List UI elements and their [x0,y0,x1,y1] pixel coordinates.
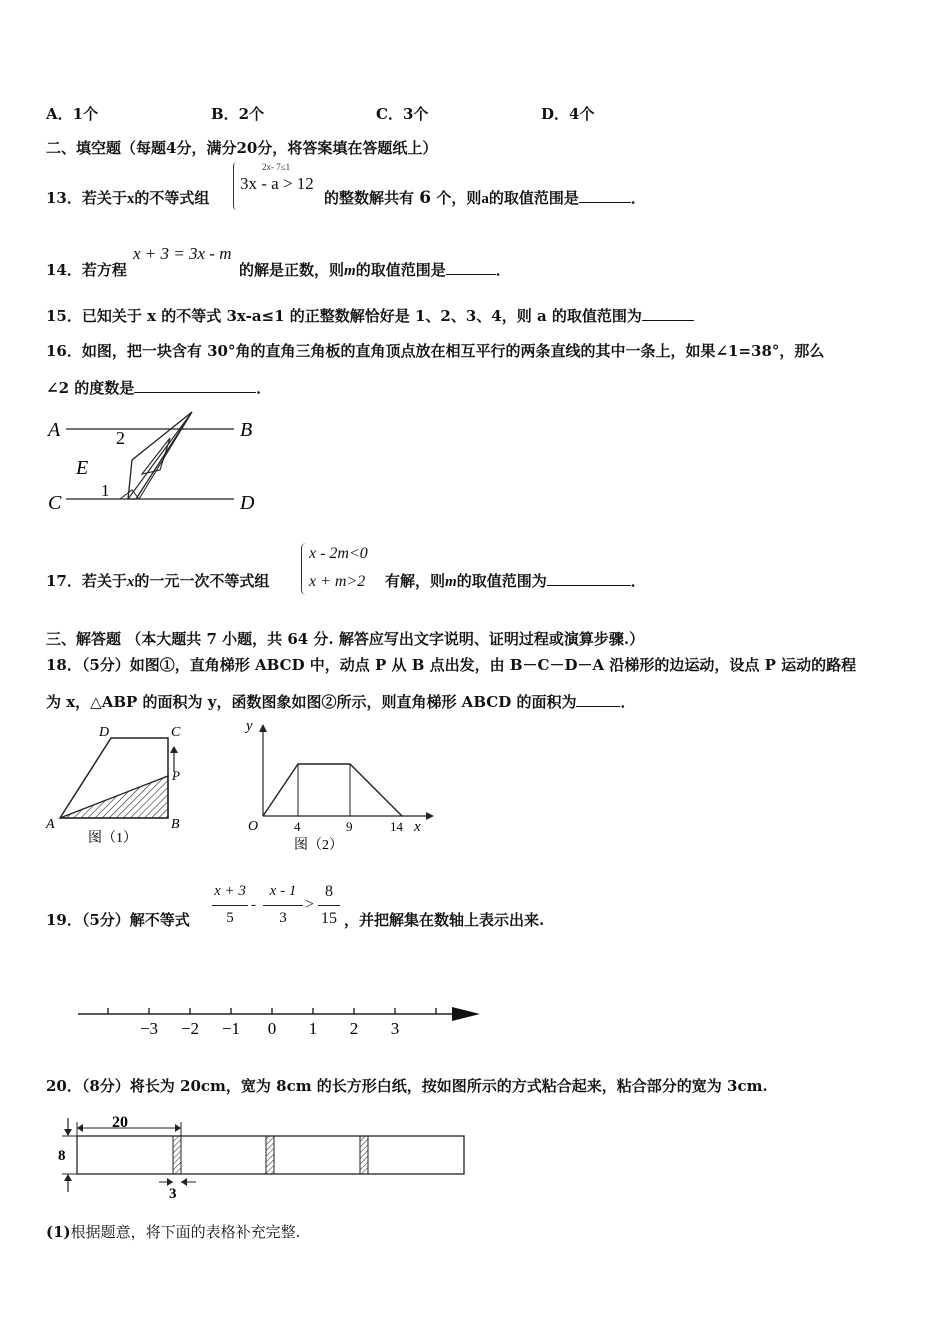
q18-answer-blank[interactable] [576,692,620,707]
q17-prefix: 17．若关于 [46,572,127,590]
number-line-label: −2 [180,1019,200,1038]
option-a: A．1个 [46,105,99,123]
q18-fig1-label-p: P [172,768,180,783]
q18-fig1-caption: 图（1） [88,831,137,846]
q19-number-line-ticks [108,1008,436,1014]
q20-figure [44,1112,474,1202]
q18-line2-text: 为 x，△ABP 的面积为 y，函数图象如图②所示，则直角梯形 ABCD 的面积为 [46,693,577,711]
q19-f3-den: 15 [321,910,337,927]
q19-suffix: ，并把解集在数轴上表示出来. [344,911,545,929]
q13-rest [324,187,646,208]
q16-label-d: D [240,492,255,514]
number-line-label: 1 [308,1019,318,1038]
section2-title: 二、填空题（每题4分，满分20分，将答案填在答题纸上） [46,139,438,157]
q16-angle-2: 2 [116,428,125,448]
q13-system-line1: 2x- 7≤1 [262,162,291,172]
q15-text: 15．已知关于 x 的不等式 3x-a≤1 的正整数解恰好是 1、2、3、4，则 a 的取值范围为 [46,307,642,325]
q19-f2-num: x - 1 [269,883,297,899]
number-line-label: 3 [390,1019,400,1038]
q13-var-x: x [126,191,135,207]
q17-var-m: m [445,574,457,590]
q19-f3-bar [318,905,340,906]
number-line-label: 2 [349,1019,359,1038]
q17-system-line1: x - 2m<0 [309,545,368,562]
q13-mid: 的不等式组 [134,189,210,207]
q13-suffix1: 的整数解共有 [324,189,415,207]
q19-f2-bar [263,905,303,906]
q20-part1-text: 根据题意，将下面的表格补充完整. [70,1223,301,1241]
q18-fig2-tick-4: 4 [294,819,301,834]
q14-suffix2: 的取值范围是 [355,261,446,279]
q20-width-arrow-bottom-head [64,1174,72,1181]
q20-width-arrow-top-head [64,1129,72,1136]
q14-equation: x + 3 = 3x - m [133,244,232,263]
q19-number-line-arrow [452,1007,480,1021]
q14-rest [239,259,511,280]
q17-suffix1: 有解，则 [385,572,446,590]
q16-label-c: C [48,492,62,514]
q13-line [46,187,209,208]
q13-system-line2: 3x - a > 12 [240,174,314,193]
q18-fig1-triangle-abp [60,776,168,818]
q16-answer-blank[interactable] [134,378,256,393]
q18-fig1-label-c: C [171,725,181,740]
q19-f1-den: 5 [226,910,234,926]
q13-suffix3: 的取值范围是 [488,189,579,207]
q18-fig2-caption: 图（2） [294,838,343,853]
q20-overlap-2 [266,1136,274,1174]
q15-line [46,305,694,326]
option-d: D．4个 [541,105,595,123]
q14-end: ． [495,261,511,279]
q18-fig2-label-x: x [414,819,421,835]
q14-answer-blank[interactable] [446,260,496,275]
q18-fig2-graph [263,764,402,816]
q14-prefix: 14．若方程 [46,261,127,279]
q16-label-b: B [240,419,253,441]
q20-length-arrow-right [175,1124,181,1132]
q17-var-x: x [126,574,135,590]
q17-suffix2: 的取值范围为 [456,572,547,590]
number-line-label: −3 [139,1019,159,1038]
q18-fig2-y-arrow [259,724,267,732]
q18-end: ． [620,693,636,711]
q20-overlap-arrow-right-head [181,1178,187,1186]
q19-number-line [74,998,486,1042]
q19-f3-num: 8 [325,883,333,900]
q13-suffix2: 个，则 [436,189,482,207]
q20-width-label: 8 [58,1148,66,1164]
q13-answer-blank[interactable] [579,188,631,203]
q20-overlap-arrow-left-head [167,1178,173,1186]
q18-figure2 [240,716,440,856]
q20-overlap-1 [173,1136,181,1174]
option-c: C．3个 [376,105,429,123]
q19-f1-bar [212,905,248,906]
q17-system-line2: x + m>2 [309,573,366,590]
number-line-label: 0 [267,1019,277,1038]
q13-end: ． [630,189,646,207]
q19-f2-den: 3 [279,910,287,926]
q18-fig2-label-o: O [248,819,259,834]
q17-end: ． [630,572,646,590]
q13-var-a: a [481,191,489,207]
q19-gt: > [305,896,315,913]
q18-fig1-arrow-head [170,746,178,753]
q16-label-a: A [48,419,61,441]
q19-number-line-labels [140,1019,399,1038]
section3-title: 三、解答题 （本大题共 7 小题，共 64 分. 解答应写出文字说明、证明过程或演算步骤.） [46,630,645,648]
q18-fig2-tick-14: 14 [390,819,403,834]
q16-label-e: E [76,457,89,479]
q18-fig1-label-b: B [171,817,180,832]
q16-line2-text: ∠2 的度数是 [46,379,135,397]
q17-rest [385,570,646,591]
q20-overlap-label: 3 [169,1186,177,1202]
q18-fig2-tick-9: 9 [346,819,353,834]
q13-brace [233,162,237,210]
q19-minus: - [251,897,256,913]
q14-var-m: m [344,263,356,279]
q17-brace [301,543,306,595]
q18-line2 [46,691,635,712]
q17-mid: 的一元一次不等式组 [134,572,270,590]
q17-answer-blank[interactable] [547,571,631,586]
option-b: B．2个 [211,105,265,123]
q16-line1: 16．如图，把一块含有 30°角的直角三角板的直角顶点放在相互平行的两条直线的其中一条上，如果∠1=38°，那么 [46,342,825,360]
q19-f1-num: x + 3 [214,883,246,899]
q18-fig2-x-arrow [426,812,434,820]
q17-prefix-line [46,570,269,591]
q18-fig1-label-a: A [46,817,55,832]
q15-answer-blank[interactable] [642,306,694,321]
q14-suffix1: 的解是正数，则 [239,261,345,279]
q20-length-label: 20 [112,1114,128,1131]
q13-prefix: 13．若关于 [46,189,127,207]
q20-text: 20．（8分）将长为 20cm，宽为 8cm 的长方形白纸，按如图所示的方式粘合起来，粘合部分的宽为 3cm. [46,1077,768,1095]
q16-angle-1: 1 [101,481,110,500]
q13-count: 6 [419,188,432,208]
q16-end: ． [256,379,272,397]
q20-part1 [46,1221,300,1242]
q19-prefix: 19．（5分）解不等式 [46,911,190,929]
q18-fig1-label-d: D [99,725,110,740]
q20-overlap-3 [360,1136,368,1174]
q20-length-arrow-left [77,1124,83,1132]
q16-figure [44,404,274,522]
q18-line1: 18．（5分）如图①，直角梯形 ABCD 中，动点 P 从 B 点出发，由 B－C－D－A 沿梯形的边运动，设点 P 运动的路程 [46,656,857,674]
q20-part1-label: (1) [46,1223,71,1241]
q18-figure1 [44,720,194,850]
q18-fig2-label-y: y [246,718,253,734]
q16-line2 [46,377,271,398]
number-line-label: −1 [221,1019,241,1038]
